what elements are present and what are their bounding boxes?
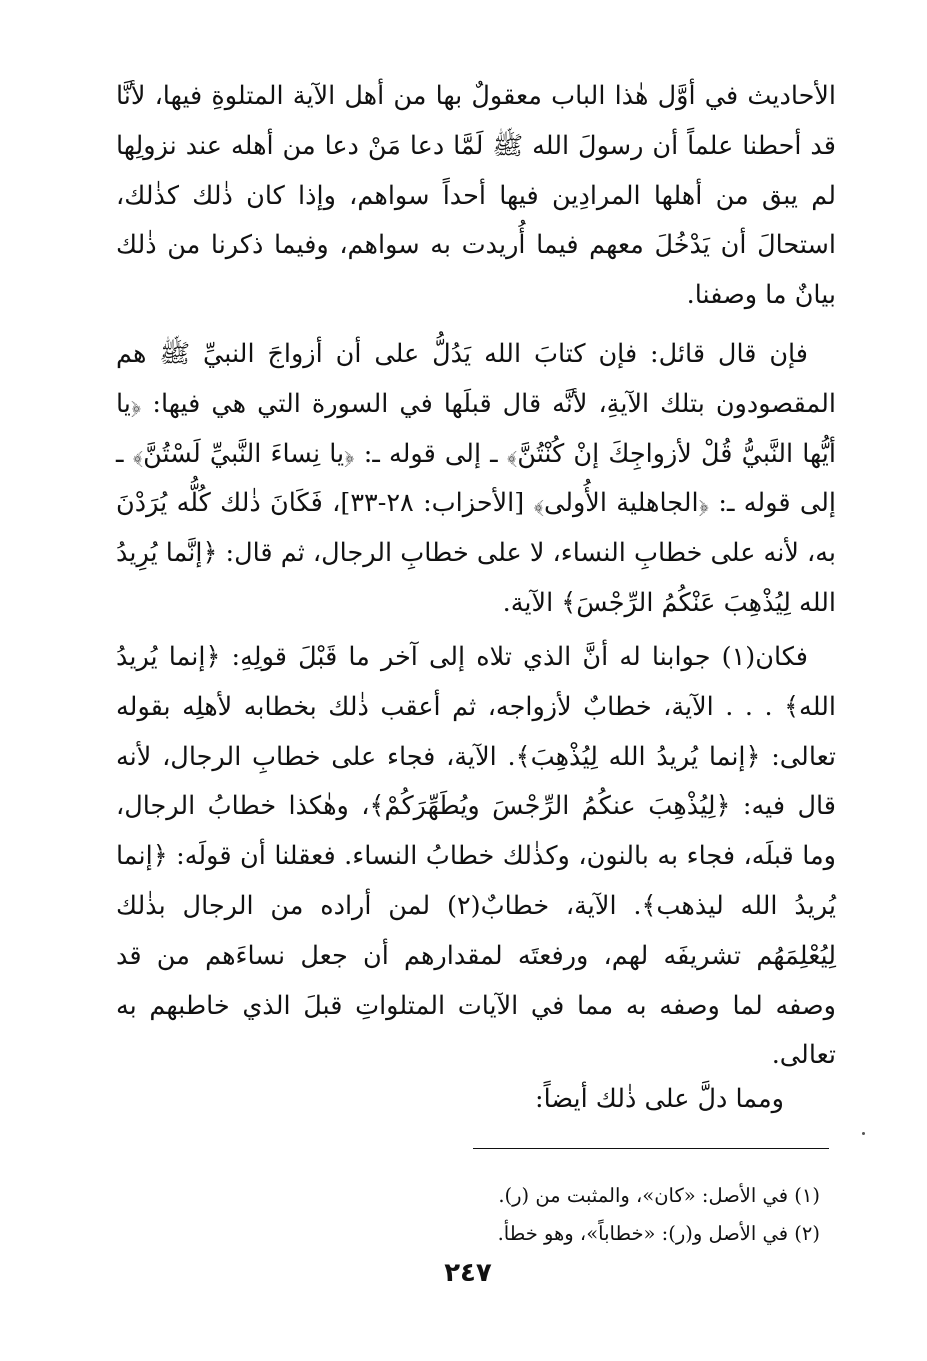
scan-speck bbox=[862, 1132, 865, 1135]
paragraph-4-text: ومما دلَّ على ذٰلك أيضاً: bbox=[535, 1084, 784, 1114]
paragraph-2 bbox=[116, 330, 836, 629]
paragraph-3 bbox=[116, 633, 836, 1081]
paragraph-3-text: فكان(١) جوابنا له أنَّ الذي تلاه إلى آخر ما قَبْلَ قولِهِ: ﴿إنما يُريدُ الله﴾ . . . الآية، خطابٌ لأزواجه، ثم أعقب ذٰلك بخطابه لأهلِه بقوله تعالى: ﴿إنما يُريدُ الله لِيُذْهِبَ﴾. الآية، فجاء على خطابِ الرجال، لأنه قال فيه: ﴿لِيُذْهِبَ عنكُمُ الرِّجْسَ ويُطَهِّرَكُمْ﴾، وهٰكذا خطابُ الرجال، وما قبلَه، فجاء به بالنون، وكذٰلك خطابُ النساء. فعقلنا أن قولَه: ﴿إنما يُريدُ الله ليذهب﴾. الآية، خطابٌ(٢) لمن أراده من الرجال بذٰلك لِيُعْلِمَهُم تشريفَه لهم، ورفعتَه لمقدارهم أن جعل نساءَهم من قد وصفه لما وصفه به مما في الآيات المتلواتِ قبلَ الذي خاطبهم به تعالى. bbox=[116, 642, 836, 1071]
footnote-1: (١) في الأصل: «كان»، والمثبت من (ر). bbox=[498, 1184, 820, 1207]
paragraph-4 bbox=[116, 1075, 836, 1125]
paragraph-1 bbox=[116, 72, 836, 321]
page-number: ٢٤٧ bbox=[444, 1258, 492, 1288]
paragraph-2-text: فإن قال قائل: فإن كتابَ الله يَدُلُّ على أن أزواجَ النبيِّ ﷺ هم المقصودون بتلك الآيةِ، لأنَّه قال قبلَها في السورة التي هي فيها: ﴿يا أيُّها النَّبيُّ قُلْ لأزواجِكَ إنْ كُنْتُنَّ﴾ ـ إلى قوله ـ: ﴿يا نِساءَ النَّبيِّ لَسْتُنَّ﴾ ـ إلى قوله ـ: ﴿الجاهلية الأُولى﴾ [الأحزاب: ٢٨-٣٣]، فَكَانَ ذٰلك كُلُّه يُرَدْنَ به، لأنه على خطابِ النساء، لا على خطابِ الرجال، ثم قال: ﴿إنَّما يُرِيدُ الله لِيُذْهِبَ عَنْكُمُ الرِّجْسَ﴾ الآية. bbox=[116, 339, 836, 618]
paragraph-1-text: الأحاديث في أوَّل هٰذا الباب معقولٌ بها من أهل الآية المتلوةِ فيها، لأنَّا قد أحطنا علماً أن رسولَ الله ﷺ لَمَّا دعا مَنْ دعا من أهله عند نزولِها لم يبق من أهلها المرادِين فيها أحداً سواهم، وإذا كان ذٰلك كذٰلك، استحالَ أن يَدْخُلَ معهم فيما أُريدت به سواهم، وفيما ذكرنا من ذٰلك بيانٌ ما وصفنا. bbox=[116, 81, 836, 311]
footnote-separator bbox=[473, 1148, 829, 1149]
footnote-2: (٢) في الأصل و(ر): «خطاباً»، وهو خطأ. bbox=[497, 1222, 820, 1245]
